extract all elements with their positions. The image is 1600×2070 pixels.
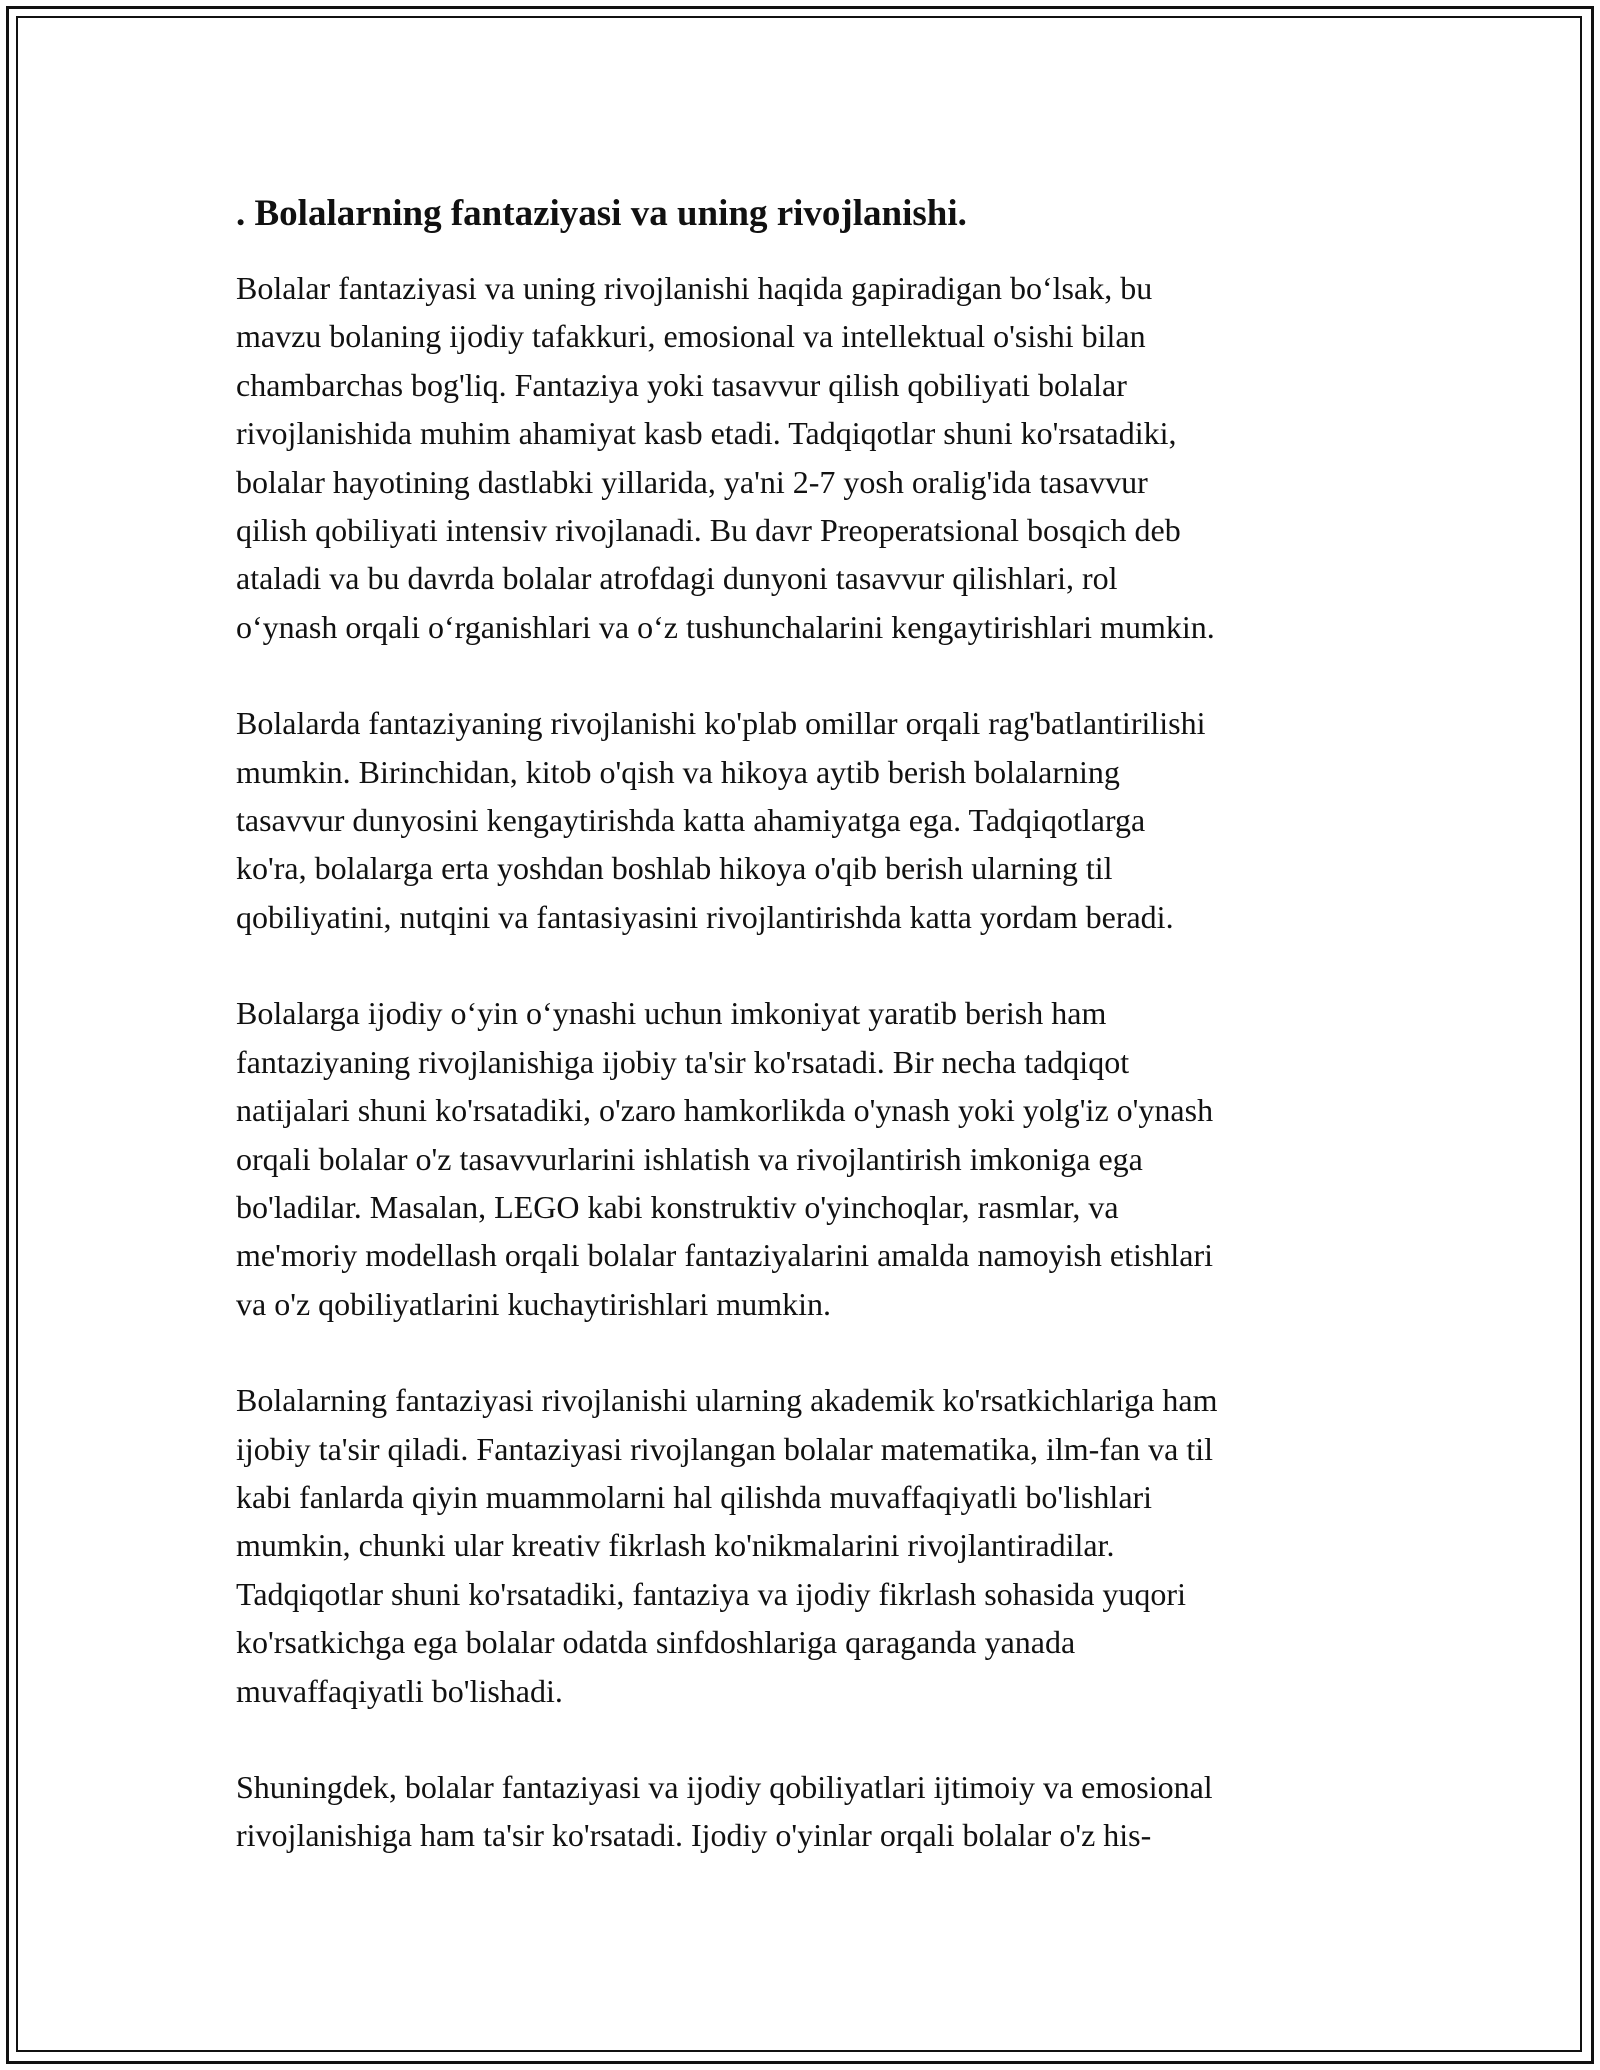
paragraph-5 <box>236 1763 1366 1860</box>
text-line: o‘ynash orqali o‘rganishlari va o‘z tushunchalarini kengaytirishlari mumkin. <box>236 608 1215 645</box>
text-line: ko'ra, bolalarga erta yoshdan boshlab hikoya o'qib berish ularning til <box>236 850 1113 887</box>
text-line: Shuningdek, bolalar fantaziyasi va ijodiy qobiliyatlari ijtimoiy va emosional <box>236 1768 1213 1805</box>
text-line: mumkin, chunki ular kreativ fikrlash ko'nikmalarini rivojlantiradilar. <box>236 1527 1115 1564</box>
text-line: Bolalarda fantaziyaning rivojlanishi ko'plab omillar orqali rag'batlantirilishi <box>236 705 1206 742</box>
text-line: me'moriy modellash orqali bolalar fantaziyalarini amalda namoyish etishlari <box>236 1237 1213 1274</box>
text-line: fantaziyaning rivojlanishiga ijobiy ta'sir ko'rsatadi. Bir necha tadqiqot <box>236 1043 1130 1080</box>
paragraph-4 <box>236 1376 1366 1715</box>
paragraph-3 <box>236 989 1366 1328</box>
text-line: Tadqiqotlar shuni ko'rsatadiki, fantaziya va ijodiy fikrlash sohasida yuqori <box>236 1575 1186 1612</box>
text-line: muvaffaqiyatli bo'lishadi. <box>236 1672 563 1709</box>
text-line: ataladi va bu davrda bolalar atrofdagi dunyoni tasavvur qilishlari, rol <box>236 560 1118 597</box>
text-line: rivojlanishida muhim ahamiyat kasb etadi. Tadqiqotlar shuni ko'rsatadiki, <box>236 415 1177 452</box>
text-line: Bolalar fantaziyasi va uning rivojlanishi haqida gapiradigan bo‘lsak, bu <box>236 270 1153 306</box>
text-line: ko'rsatkichga ega bolalar odatda sinfdoshlariga qaraganda yanada <box>236 1624 1076 1661</box>
text-line: bolalar hayotining dastlabki yillarida, ya'ni 2-7 yosh oralig'ida tasavvur <box>236 463 1148 500</box>
text-line: Bolalarga ijodiy o‘yin o‘ynashi uchun imkoniyat yaratib berish ham <box>236 995 1107 1032</box>
text-line: chambarchas bog'liq. Fantaziya yoki tasavvur qilish qobiliyati bolalar <box>236 366 1127 403</box>
text-line: rivojlanishiga ham ta'sir ko'rsatadi. Ijodiy o'yinlar orqali bolalar o'z his- <box>236 1817 1152 1854</box>
text-line: mumkin. Birinchidan, kitob o'qish va hikoya aytib berish bolalarning <box>236 753 1120 790</box>
text-line: kabi fanlarda qiyin muammolarni hal qilishda muvaffaqiyatli bo'lishlari <box>236 1478 1153 1515</box>
paragraph-1 <box>236 264 1366 651</box>
document-title: . Bolalarning fantaziyasi va uning rivojlanishi. <box>236 193 967 234</box>
text-line: bo'ladilar. Masalan, LEGO kabi konstruktiv o'yinchoqlar, rasmlar, va <box>236 1188 1119 1225</box>
text-line: orqali bolalar o'z tasavvurlarini ishlatish va rivojlantirish imkoniga ega <box>236 1140 1143 1177</box>
text-line: tasavvur dunyosini kengaytirishda katta ahamiyatga ega. Tadqiqotlarga <box>236 802 1146 839</box>
text-line: va o'z qobiliyatlarini kuchaytirishlari mumkin. <box>236 1285 831 1322</box>
text-line: natijalari shuni ko'rsatadiki, o'zaro hamkorlikda o'ynash yoki yolg'iz o'ynash <box>236 1092 1214 1129</box>
paragraph-2 <box>236 699 1366 941</box>
text-line: Bolalarning fantaziyasi rivojlanishi ularning akademik ko'rsatkichlariga ham <box>236 1382 1218 1419</box>
text-line: qobiliyatini, nutqini va fantasiyasini rivojlantirishda katta yordam beradi. <box>236 898 1174 935</box>
document-body <box>236 184 1366 1908</box>
text-line: mavzu bolaning ijodiy tafakkuri, emosional va intellektual o'sishi bilan <box>236 318 1146 355</box>
text-line: ijobiy ta'sir qiladi. Fantaziyasi rivojlangan bolalar matematika, ilm-fan va til <box>236 1430 1214 1467</box>
text-line: qilish qobiliyati intensiv rivojlanadi. Bu davr Preoperatsional bosqich deb <box>236 512 1181 549</box>
